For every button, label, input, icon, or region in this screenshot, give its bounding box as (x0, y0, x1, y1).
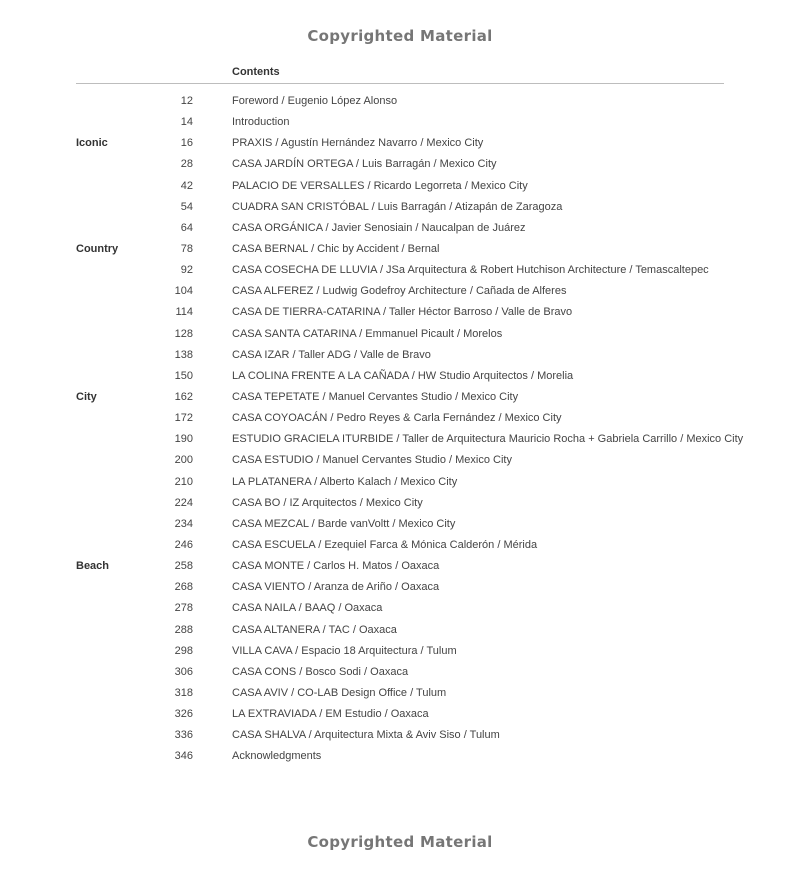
page-number: 138 (174, 348, 193, 361)
toc-entry (0, 176, 800, 197)
entry-title: Foreword / Eugenio López Alonso (232, 95, 398, 107)
entry-title: CASA BERNAL / Chic by Accident / Bernal (232, 242, 440, 255)
page-number: 326 (174, 708, 193, 721)
page-number: 288 (174, 623, 193, 636)
entry-title: CASA SHALVA / Arquitectura Mixta & Aviv Siso / Tulum (232, 729, 500, 742)
toc-entry (0, 91, 800, 112)
toc-entry (0, 197, 800, 218)
section-label: City (76, 390, 97, 403)
toc-entry (0, 302, 800, 323)
page-number: 246 (174, 538, 193, 551)
copyright-watermark-top: Copyrighted Material (307, 27, 493, 45)
page-number: 104 (174, 285, 193, 298)
page-number: 258 (174, 560, 193, 573)
toc-entry (0, 683, 800, 704)
entry-title: ESTUDIO GRACIELA ITURBIDE / Taller de Arquitectura Mauricio Rocha + Gabriela Carrillo / Mexico City (232, 433, 744, 446)
toc-entry (0, 556, 800, 577)
toc-entry (0, 472, 800, 493)
header-divider (76, 83, 724, 84)
toc-entry (0, 514, 800, 535)
toc-entry (0, 387, 800, 408)
entry-title: PALACIO DE VERSALLES / Ricardo Legorreta / Mexico City (232, 179, 528, 192)
entry-title: CASA MONTE / Carlos H. Matos / Oaxaca (232, 560, 440, 573)
toc-entry (0, 408, 800, 429)
page-number: 200 (174, 454, 193, 467)
page-number: 268 (174, 581, 193, 594)
entry-title: CASA ESCUELA / Ezequiel Farca & Mónica Calderón / Mérida (232, 538, 538, 551)
entry-title: CASA ALFEREZ / Ludwig Godefroy Architecture / Cañada de Alferes (232, 285, 567, 298)
entry-title: PRAXIS / Agustín Hernández Navarro / Mexico City (232, 137, 484, 150)
section-label: Country (76, 242, 119, 255)
page-number: 306 (174, 665, 193, 678)
entry-title: VILLA CAVA / Espacio 18 Arquitectura / Tulum (232, 644, 457, 657)
page-number: 54 (180, 200, 193, 213)
toc-entry (0, 535, 800, 556)
page-number: 190 (174, 433, 193, 446)
toc-entry (0, 112, 800, 133)
page-number: 14 (180, 116, 193, 129)
page-number: 336 (174, 729, 193, 742)
toc-entry (0, 662, 800, 683)
entry-title: CASA COYOACÁN / Pedro Reyes & Carla Fernández / Mexico City (232, 412, 562, 425)
entry-title: CASA IZAR / Taller ADG / Valle de Bravo (232, 348, 431, 361)
page-number: 12 (180, 95, 193, 107)
toc-entry (0, 725, 800, 746)
entry-title: LA EXTRAVIADA / EM Estudio / Oaxaca (232, 708, 429, 721)
page-number: 346 (174, 750, 193, 763)
toc-entry (0, 746, 800, 767)
toc-entry (0, 366, 800, 387)
page-number: 234 (174, 517, 193, 530)
page-number: 224 (174, 496, 193, 509)
toc-entry (0, 704, 800, 725)
toc-entry (0, 577, 800, 598)
page-number: 78 (180, 242, 193, 255)
entry-title: CASA TEPETATE / Manuel Cervantes Studio / Mexico City (232, 390, 519, 403)
entry-title: CASA DE TIERRA-CATARINA / Taller Héctor Barroso / Valle de Bravo (232, 306, 573, 319)
page-number: 128 (174, 327, 193, 340)
toc-entry (0, 620, 800, 641)
toc-entry (0, 345, 800, 366)
entry-title: Introduction (232, 116, 290, 129)
toc-entry (0, 218, 800, 239)
page-number: 162 (174, 390, 193, 403)
entry-title: CASA ORGÁNICA / Javier Senosiain / Naucalpan de Juárez (232, 221, 526, 234)
page-number: 92 (180, 264, 193, 277)
toc-entry (0, 281, 800, 302)
entry-title: LA COLINA FRENTE A LA CAÑADA / HW Studio Arquitectos / Morelia (232, 369, 574, 382)
page-number: 298 (174, 644, 193, 657)
entry-title: CASA MEZCAL / Barde vanVoltt / Mexico City (232, 517, 456, 530)
page-number: 42 (180, 179, 193, 192)
toc-entry (0, 324, 800, 345)
toc-entry (0, 493, 800, 514)
page-number: 210 (174, 475, 193, 488)
section-label: Beach (76, 560, 110, 573)
entry-title: CASA VIENTO / Aranza de Ariño / Oaxaca (232, 581, 440, 594)
entry-title: CASA SANTA CATARINA / Emmanuel Picault / Morelos (232, 327, 503, 340)
entry-title: CASA ALTANERA / TAC / Oaxaca (232, 623, 397, 636)
entry-title: CASA CONS / Bosco Sodi / Oaxaca (232, 665, 409, 678)
toc-entry (0, 429, 800, 450)
entry-title: CASA AVIV / CO-LAB Design Office / Tulum (232, 686, 447, 699)
section-label: Iconic (76, 137, 108, 150)
entry-title: CASA BO / IZ Arquitectos / Mexico City (232, 496, 423, 509)
toc-entry (0, 641, 800, 662)
entry-title: CASA ESTUDIO / Manuel Cervantes Studio / Mexico City (232, 454, 512, 467)
entry-title: CASA JARDÍN ORTEGA / Luis Barragán / Mexico City (232, 158, 497, 171)
toc-entry (0, 260, 800, 281)
copyright-watermark-bottom: Copyrighted Material (307, 833, 493, 851)
page-number: 172 (174, 412, 193, 425)
page-number: 114 (175, 306, 193, 319)
page-number: 16 (180, 137, 193, 150)
page-number: 278 (174, 602, 193, 615)
toc-entry (0, 598, 800, 619)
page-number: 318 (174, 686, 193, 699)
table-of-contents (0, 91, 800, 768)
entry-title: LA PLATANERA / Alberto Kalach / Mexico City (232, 475, 458, 488)
page-title: Contents (232, 66, 280, 78)
toc-entry (0, 239, 800, 260)
page-number: 28 (180, 158, 193, 171)
entry-title: CASA COSECHA DE LLUVIA / JSa Arquitectura & Robert Hutchison Architecture / Temascaltepec (232, 264, 709, 277)
toc-entry (0, 450, 800, 471)
toc-entry (0, 133, 800, 154)
page-number: 64 (180, 221, 193, 234)
entry-title: CUADRA SAN CRISTÓBAL / Luis Barragán / Atizapán de Zaragoza (232, 200, 563, 213)
toc-entry (0, 154, 800, 175)
entry-title: Acknowledgments (232, 750, 322, 763)
page-number: 150 (174, 369, 193, 382)
entry-title: CASA NAILA / BAAQ / Oaxaca (232, 602, 383, 615)
